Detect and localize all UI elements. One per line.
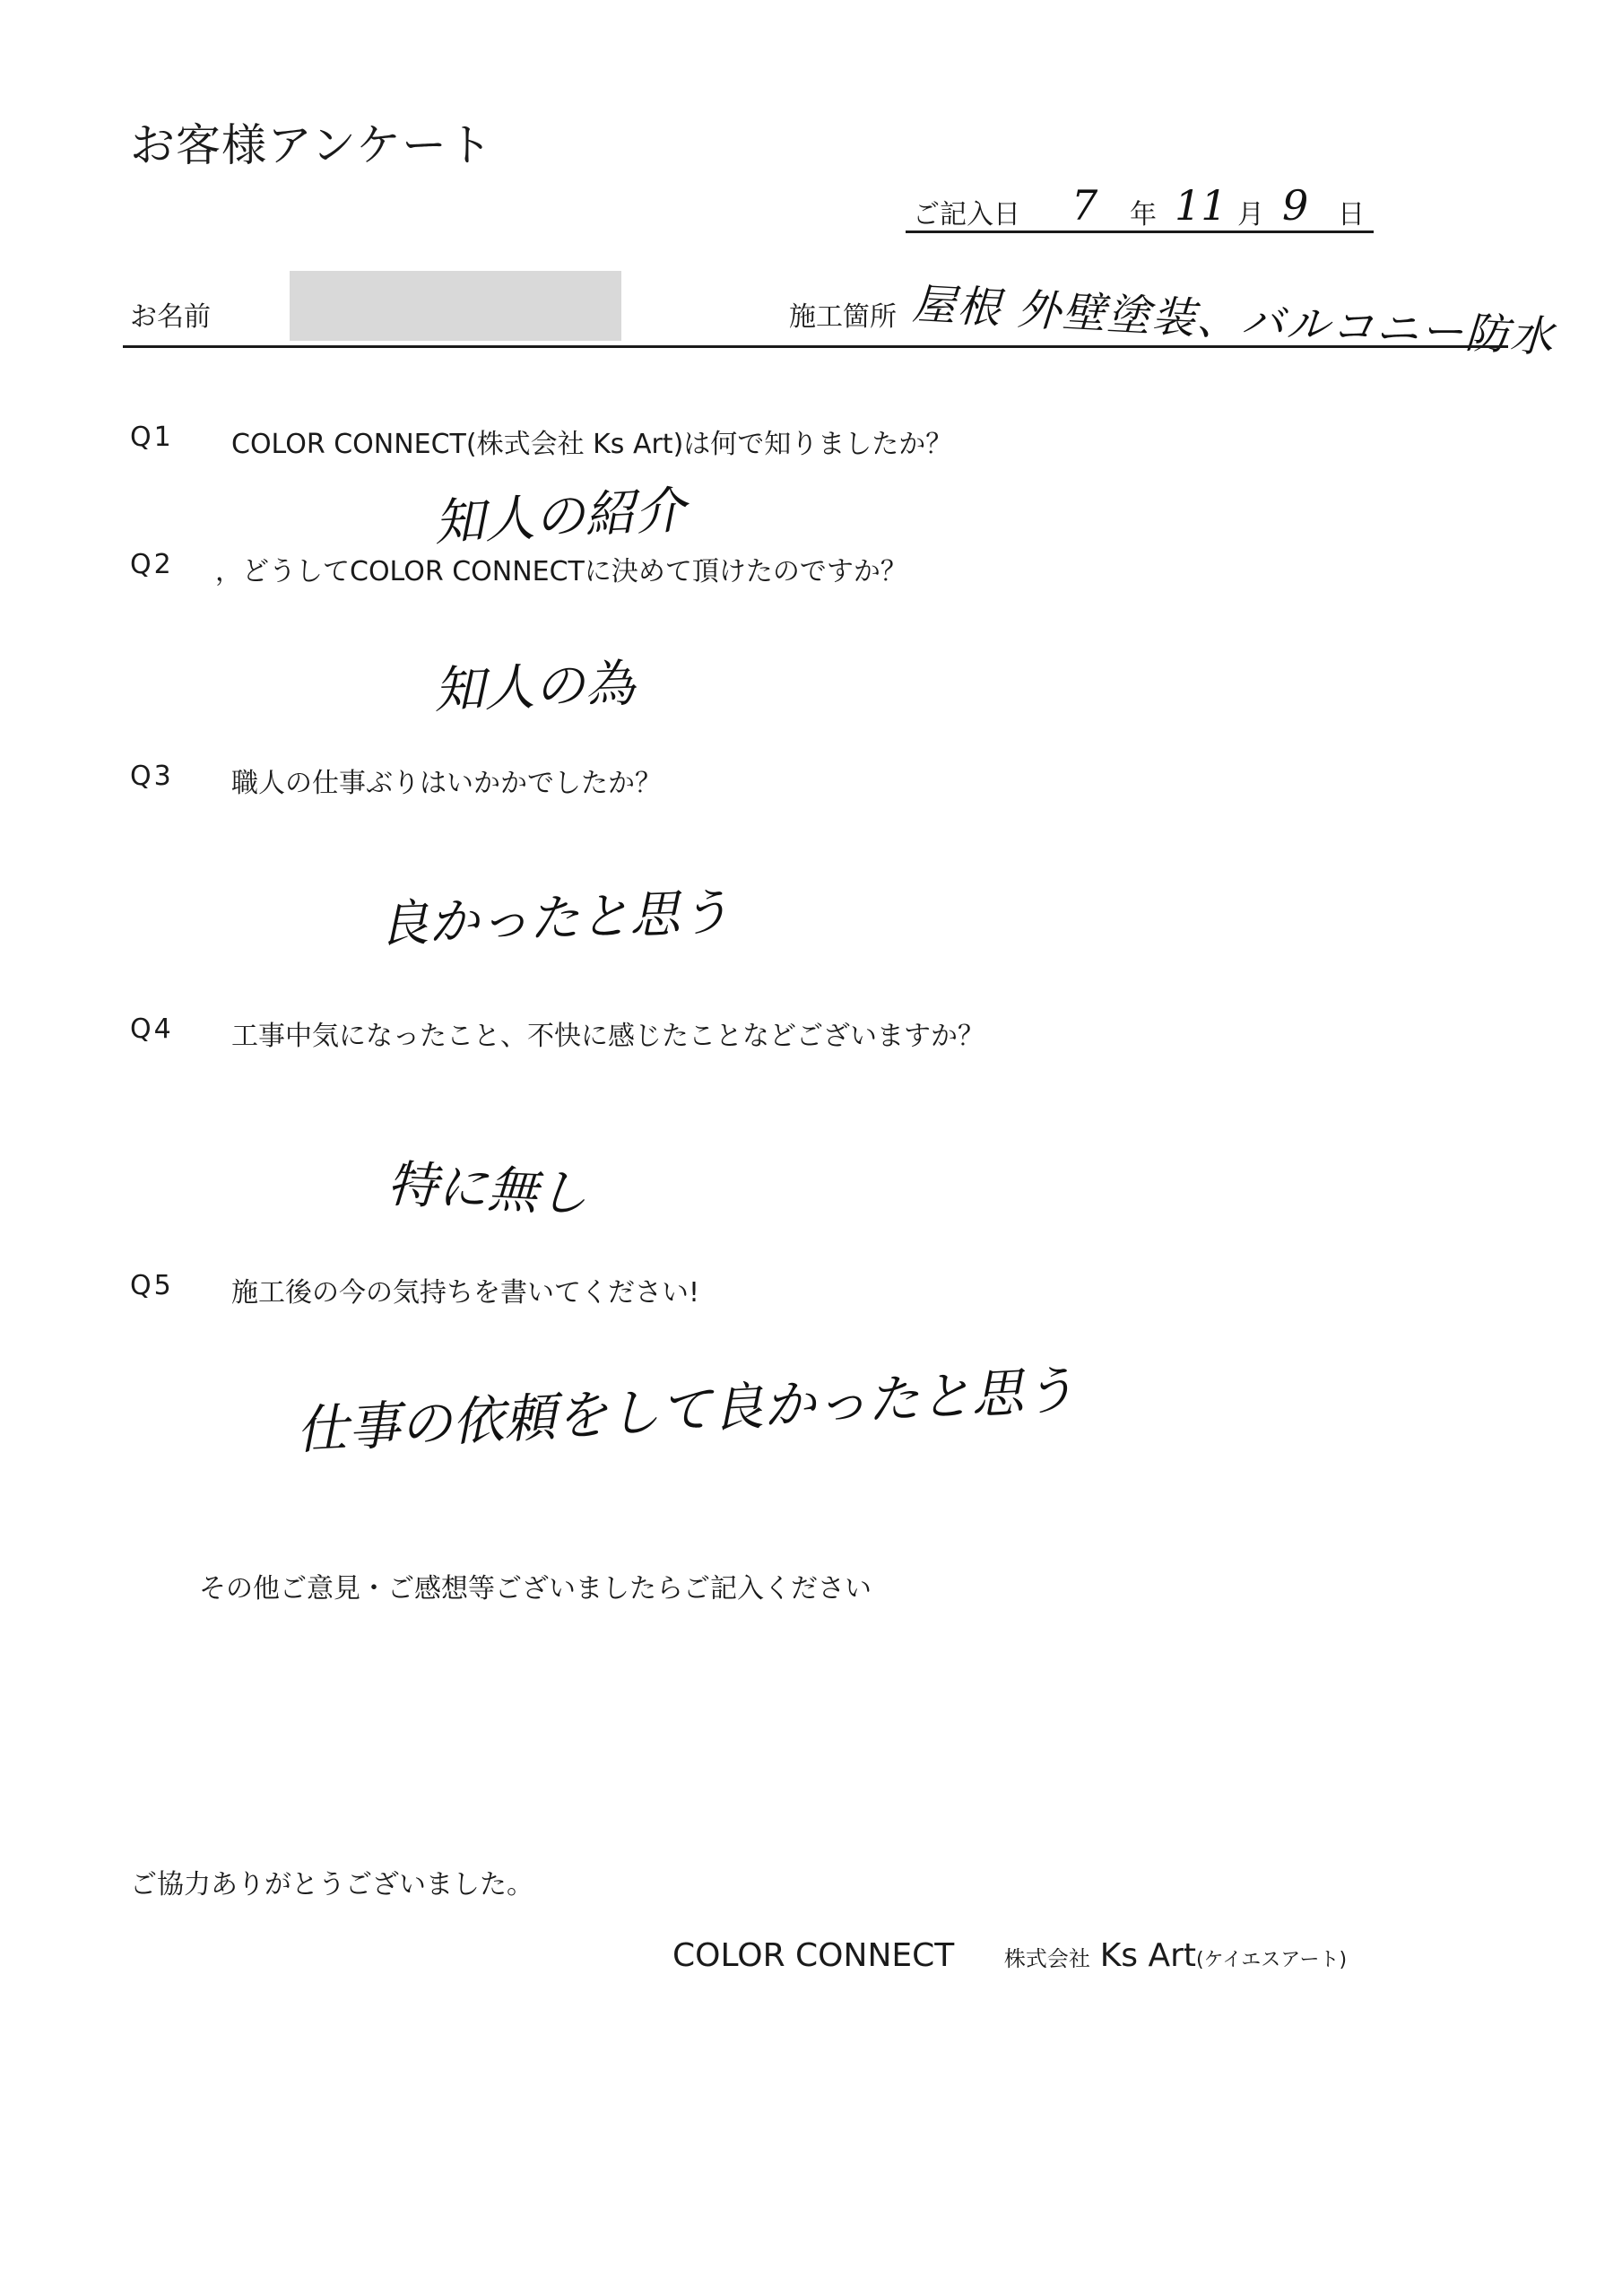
answer-2-handwritten: 知人の為 — [433, 655, 637, 720]
site-label: 施工箇所 — [789, 301, 897, 333]
date-year-value: 7 — [1071, 181, 1098, 230]
answer-1-handwritten: 知人の紹介 — [432, 481, 687, 553]
header-divider — [123, 345, 1508, 348]
question-4-number: Q4 — [130, 1013, 174, 1045]
question-2-text: ，どうしてCOLOR CONNECTに決めて頂けたのですか？ — [215, 556, 907, 587]
date-day-value: 9 — [1282, 181, 1309, 230]
date-month-value: 11 — [1175, 181, 1227, 230]
question-1-number: Q1 — [130, 422, 174, 453]
date-day-unit: 日 — [1338, 199, 1365, 230]
footer-brand: COLOR CONNECT — [672, 1937, 955, 1974]
name-label: お名前 — [130, 301, 211, 333]
entry-date — [906, 181, 1374, 233]
question-3-number: Q3 — [130, 761, 174, 792]
other-comments-prompt: その他ご意見・ご感想等ございましたらご記入ください — [199, 1573, 872, 1605]
question-5-text: 施工後の今の気持ちを書いてください! — [231, 1277, 700, 1309]
footer-company-kana: (ケイエスアート) — [1196, 1949, 1348, 1971]
question-3-text: 職人の仕事ぶりはいかかでしたか？ — [231, 768, 662, 799]
name-redacted-box — [290, 271, 621, 341]
question-4-text: 工事中気になったこと、不快に感じたことなどございますか？ — [231, 1021, 984, 1052]
company-footer — [672, 1937, 1347, 1974]
thanks-message: ご協力ありがとうございました。 — [130, 1869, 533, 1900]
footer-company-prefix: 株式会社 — [1003, 1946, 1090, 1971]
question-5-number: Q5 — [130, 1270, 174, 1301]
answer-5-handwritten: 仕事の依頼をして良かったと思う — [294, 1359, 1077, 1461]
page-title: お客様アンケート — [130, 119, 493, 171]
site-value-handwritten: 屋根 外壁塗装、バルコニー防水 — [911, 279, 1557, 363]
question-1-text: COLOR CONNECT(株式会社 Ks Art)は何で知りましたか？ — [231, 429, 953, 460]
date-year-unit: 年 — [1130, 199, 1157, 230]
footer-company-name: Ks Art — [1099, 1937, 1197, 1974]
date-month-unit: 月 — [1237, 199, 1264, 230]
question-2-number: Q2 — [130, 549, 174, 580]
answer-4-handwritten: 特に無し — [386, 1155, 590, 1224]
answer-3-handwritten: 良かったと思う — [377, 883, 732, 954]
date-label: ご記入日 — [913, 199, 1020, 230]
